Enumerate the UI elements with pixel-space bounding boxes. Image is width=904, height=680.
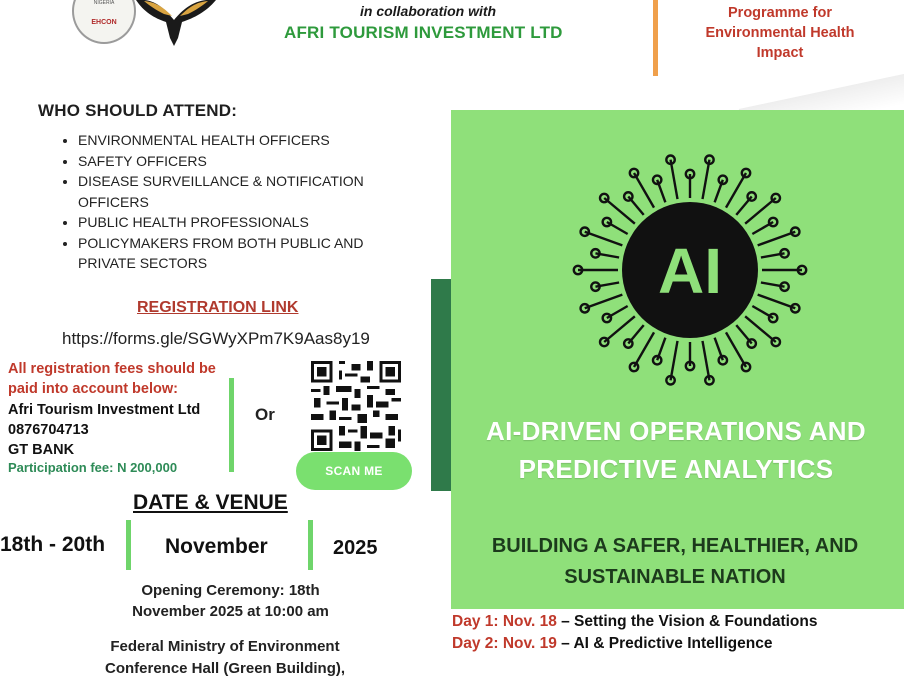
programme-title	[690, 3, 870, 63]
registration-heading: REGISTRATION LINK	[137, 299, 299, 316]
opening-ceremony: Opening Ceremony: 18th November 2025 at 10:00 am	[132, 582, 329, 620]
date-divider	[308, 520, 313, 570]
venue-line: Federal Ministry of Environment	[110, 638, 340, 655]
header-divider	[653, 0, 658, 76]
account-name: Afri Tourism Investment Ltd	[8, 402, 201, 418]
event-subtitle: BUILDING A SAFER, HEALTHIER, AND SUSTAINABLE NATION	[491, 535, 859, 588]
schedule-item	[452, 633, 892, 655]
ehcon-seal-logo	[72, 0, 136, 44]
or-label: Or	[255, 405, 275, 424]
programme-line: Environmental Health	[705, 25, 855, 41]
scan-me-button[interactable]: SCAN ME	[296, 452, 412, 490]
participation-fee: Participation fee: N 200,000	[8, 460, 178, 475]
programme-line: Impact	[756, 45, 804, 61]
event-year: 2025	[333, 537, 378, 559]
venue-line: Conference Hall (Green Building),	[104, 660, 346, 677]
list-item: • POLICYMAKERS FROM BOTH PUBLIC AND PRIVATE SECTORS	[78, 233, 398, 274]
company-name: AFRI TOURISM INVESTMENT LTD	[284, 23, 563, 42]
date-venue-heading: DATE & VENUE	[133, 491, 288, 514]
payment-divider	[229, 378, 234, 472]
list-item: • SAFETY OFFICERS	[78, 151, 398, 172]
qr-code-icon[interactable]	[311, 361, 401, 451]
seal-label: EHCON	[91, 19, 117, 26]
fees-note: All registration fees should be paid into account below:	[8, 361, 216, 397]
date-divider	[126, 520, 131, 570]
event-days: 18th - 20th	[0, 533, 106, 556]
list-item: • PUBLIC HEALTH PROFESSIONALS	[78, 212, 398, 233]
account-number: 0876704713	[8, 422, 89, 438]
collaboration-text: in collaboration with	[360, 3, 497, 19]
schedule-topic: – Setting the Vision & Foundations	[556, 613, 818, 630]
event-month: November	[165, 535, 268, 558]
schedule-day: Day 2: Nov. 19	[452, 635, 557, 652]
list-item: • ENVIRONMENTAL HEALTH OFFICERS	[78, 130, 398, 151]
programme-line: Programme for	[728, 5, 832, 21]
list-item: • DISEASE SURVEILLANCE & NOTIFICATION OFFICERS	[78, 171, 398, 212]
ai-label: AI	[658, 235, 722, 307]
account-details	[8, 400, 200, 460]
schedule-list	[452, 611, 892, 655]
seal-country-text: NIGERIA	[93, 0, 115, 6]
eagle-logo-icon	[134, 0, 218, 50]
bank-name: GT BANK	[8, 442, 75, 458]
attendee-list	[60, 130, 398, 274]
registration-url-link[interactable]: https://forms.gle/SGWyXPm7K9Aas8y19	[62, 329, 370, 348]
schedule-topic: – AI & Predictive Intelligence	[556, 635, 773, 652]
ai-chip-icon	[565, 145, 815, 395]
schedule-item	[452, 611, 892, 633]
who-should-attend-heading: WHO SHOULD ATTEND:	[38, 101, 238, 120]
event-main-title: AI-DRIVEN OPERATIONS AND PREDICTIVE ANALYTICS	[486, 416, 866, 484]
schedule-day: Day 1: Nov. 18	[452, 613, 557, 630]
venue-address	[75, 636, 375, 680]
